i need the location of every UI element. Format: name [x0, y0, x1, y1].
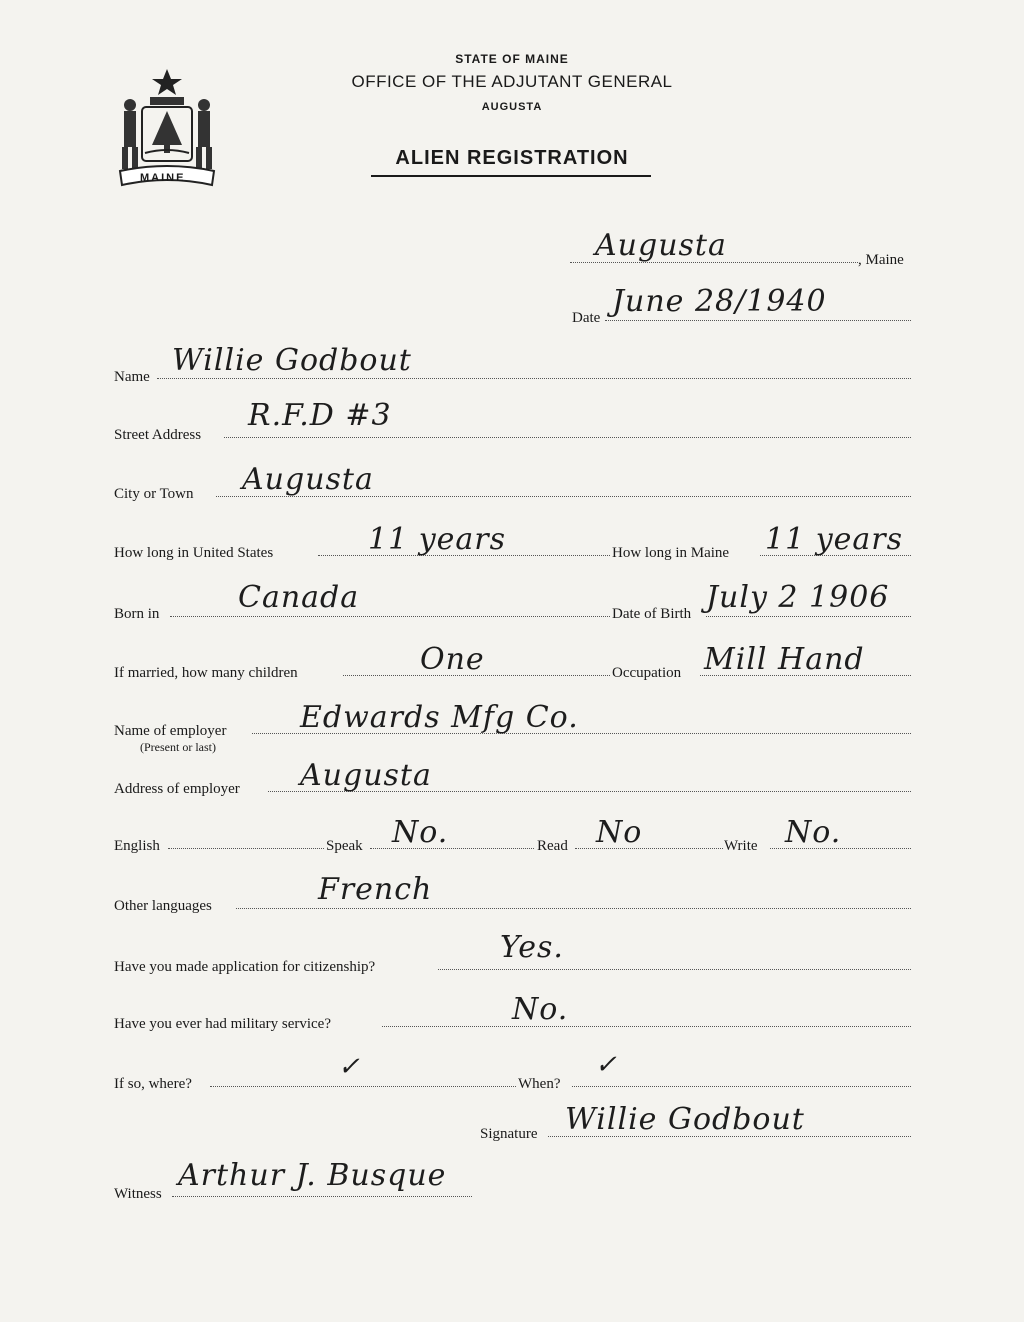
street-label: Street Address: [114, 427, 202, 443]
us-years-label: How long in United States: [114, 545, 274, 561]
form-title: ALIEN REGISTRATION: [395, 147, 629, 169]
employer-address-value: Augusta: [300, 758, 432, 793]
english-line: [168, 848, 324, 849]
date-value: June 28/1940: [612, 284, 827, 319]
signature-value: Willie Godbout: [565, 1102, 805, 1137]
maine-years-value: 11 years: [765, 522, 904, 557]
town-value: Augusta: [242, 462, 374, 497]
write-label: Write: [724, 838, 758, 854]
name-label: Name: [114, 369, 150, 385]
employer-value: Edwards Mfg Co.: [300, 700, 579, 735]
speak-value: No.: [392, 815, 449, 850]
office-heading: OFFICE OF THE ADJUTANT GENERAL: [351, 72, 673, 91]
write-value: No.: [785, 815, 842, 850]
seal-banner-text: MAINE: [140, 172, 186, 184]
read-label: Read: [537, 838, 568, 854]
place-value: Augusta: [595, 228, 727, 263]
witness-label: Witness: [114, 1186, 162, 1202]
english-label: English: [114, 838, 160, 854]
signature-label: Signature: [480, 1126, 538, 1142]
name-value: Willie Godbout: [172, 343, 412, 378]
other-lang-value: French: [318, 872, 433, 907]
name-line: [157, 378, 911, 379]
place-suffix: , Maine: [858, 252, 904, 268]
citizenship-value: Yes.: [500, 930, 564, 965]
read-value: No: [596, 815, 643, 850]
maine-years-label: How long in Maine: [612, 545, 730, 561]
title-underline: [371, 175, 651, 177]
employer-address-label: Address of employer: [114, 781, 240, 797]
military-label: Have you ever had military service?: [114, 1016, 331, 1032]
where-label: If so, where?: [114, 1076, 192, 1092]
speak-label: Speak: [326, 838, 363, 854]
occupation-value: Mill Hand: [704, 642, 865, 677]
children-label: If married, how many children: [114, 665, 298, 681]
military-value: No.: [512, 992, 569, 1027]
military-line: [382, 1026, 911, 1027]
other-lang-label: Other languages: [114, 898, 212, 914]
dob-value: July 2 1906: [706, 580, 890, 615]
employer-label: Name of employer: [114, 723, 227, 739]
witness-value: Arthur J. Busque: [178, 1158, 447, 1193]
when-line: [572, 1086, 911, 1087]
employer-sublabel: (Present or last): [140, 740, 216, 754]
dob-label: Date of Birth: [612, 606, 692, 622]
born-value: Canada: [238, 580, 360, 615]
street-line: [224, 437, 911, 438]
street-value: R.F.D #3: [248, 398, 392, 433]
town-label: City or Town: [114, 486, 194, 502]
other-lang-line: [236, 908, 911, 909]
where-value: ✓: [338, 1052, 361, 1082]
when-label: When?: [518, 1076, 561, 1092]
dob-line: [706, 616, 911, 617]
date-label: Date: [572, 310, 601, 326]
citizenship-label: Have you made application for citizenship?: [114, 959, 376, 975]
born-label: Born in: [114, 606, 160, 622]
witness-line: [172, 1196, 472, 1197]
date-line: [605, 320, 911, 321]
citizenship-line: [438, 969, 911, 970]
us-years-value: 11 years: [368, 522, 507, 557]
when-value: ✓: [595, 1050, 618, 1080]
state-heading: STATE OF MAINE: [455, 52, 569, 66]
children-value: One: [420, 642, 485, 677]
born-line: [170, 616, 610, 617]
where-line: [210, 1086, 516, 1087]
city-heading: AUGUSTA: [481, 101, 543, 113]
occupation-label: Occupation: [612, 665, 682, 681]
